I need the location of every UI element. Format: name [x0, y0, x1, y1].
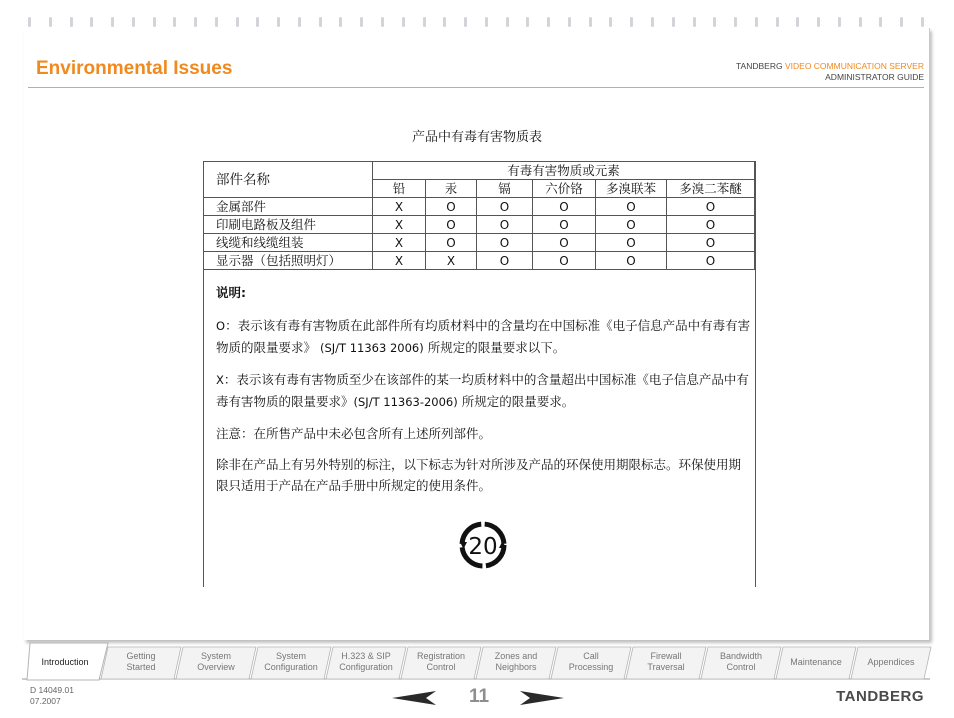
- page-number: 11: [468, 686, 490, 707]
- mark-cell: O: [426, 234, 477, 252]
- tab-label: Control: [426, 662, 456, 672]
- tab-label: Configuration: [339, 662, 393, 672]
- substance-header: 汞: [426, 180, 477, 198]
- part-name: 金属部件: [204, 198, 373, 216]
- tab-h323-sip-configuration[interactable]: [331, 643, 401, 681]
- mark-cell: O: [667, 216, 755, 234]
- tab-call-processing[interactable]: [556, 643, 626, 681]
- table-row: [204, 252, 755, 270]
- left-arrow-icon[interactable]: [392, 690, 436, 706]
- mark-cell: O: [426, 216, 477, 234]
- doc-date: 07.2007: [30, 696, 61, 706]
- table-row: [204, 234, 755, 252]
- tab-zones-and-neighbors[interactable]: [481, 643, 551, 681]
- tab-system-configuration[interactable]: [256, 643, 326, 681]
- note-x-text: ：表示该有毒有害物质至少在该部件的某一均质材料中的含量超出中国标准《电子信息产品中有毒有害物质的限量要求》: [216, 372, 749, 409]
- tab-label: H.323 & SIP: [341, 651, 391, 661]
- tab-introduction[interactable]: [32, 643, 98, 681]
- tab-label: Firewall: [650, 651, 682, 661]
- tab-maintenance[interactable]: [781, 643, 851, 681]
- mark-cell: O: [477, 252, 533, 270]
- document-number: [30, 685, 74, 707]
- hazardous-substances-table: [203, 161, 755, 270]
- substance-header: 多溴二苯醚: [667, 180, 755, 198]
- brand-product: VIDEO COMMUNICATION SERVER: [784, 61, 924, 71]
- mark-cell: O: [596, 234, 667, 252]
- mark-cell: O: [596, 252, 667, 270]
- table-row: [204, 216, 755, 234]
- tab-label: Control: [726, 662, 756, 672]
- o-mark: O: [216, 319, 226, 333]
- header-rule: [28, 87, 924, 88]
- right-arrow-icon[interactable]: [520, 690, 564, 706]
- tab-label: Started: [126, 662, 156, 672]
- tab-bandwidth-control[interactable]: [706, 643, 776, 681]
- mark-cell: O: [667, 234, 755, 252]
- mark-cell: O: [533, 234, 596, 252]
- note-o-text-end: 所规定的限量要求以下。: [427, 340, 566, 355]
- note-attention: 注意：在所售产品中未必包含所有上述所列部件。: [216, 426, 492, 441]
- tab-label: System: [200, 651, 231, 661]
- note-o-text: ：表示该有毒有害物质在此部件所有均质材料中的含量均在中国标准《电子信息产品中有毒有害物质的限量要求》: [216, 318, 751, 355]
- tab-label: Configuration: [264, 662, 318, 672]
- part-name: 印刷电路板及组件: [204, 216, 373, 234]
- page-title: Environmental Issues: [36, 58, 233, 79]
- document-title: 产品中有毒有害物质表: [411, 130, 542, 145]
- standard-ref: (SJ/T 11363 2006): [320, 341, 424, 355]
- tab-label: Zones and: [494, 651, 538, 661]
- substance-group-header: 有毒有害物质或元素: [373, 162, 755, 180]
- mark-cell: X: [373, 234, 426, 252]
- doc-number: D 14049.01: [30, 685, 74, 695]
- part-name: 显示器（包括照明灯）: [204, 252, 373, 270]
- standard-ref: (SJ/T 11363-2006): [353, 395, 458, 409]
- tab-label: System: [275, 651, 306, 661]
- tab-label: Call: [583, 651, 599, 661]
- mark-cell: O: [477, 198, 533, 216]
- tab-label: Neighbors: [495, 662, 537, 672]
- mark-cell: O: [533, 252, 596, 270]
- tab-label: Registration: [416, 651, 466, 661]
- tab-label: Introduction: [41, 656, 89, 667]
- tab-label: Appendices: [867, 656, 915, 667]
- mark-cell: X: [373, 198, 426, 216]
- tab-label: Traversal: [647, 662, 685, 672]
- notes-section: [216, 282, 752, 506]
- tab-label: Maintenance: [790, 656, 842, 667]
- substance-header: 镉: [477, 180, 533, 198]
- substance-header: 多溴联苯: [596, 180, 667, 198]
- note-o: [216, 315, 752, 359]
- x-mark: X: [216, 373, 224, 387]
- mark-cell: O: [596, 216, 667, 234]
- mark-cell: O: [426, 198, 477, 216]
- brand-name: TANDBERG: [736, 61, 783, 71]
- epup-years: 20: [468, 534, 498, 560]
- tab-label: Overview: [197, 662, 235, 672]
- chapter-tabs: [0, 639, 954, 683]
- guide-brand: [736, 61, 924, 83]
- mark-cell: X: [426, 252, 477, 270]
- part-name: 线缆和线缆组装: [204, 234, 373, 252]
- mark-cell: O: [533, 198, 596, 216]
- tandberg-logo: TANDBERG: [836, 688, 924, 705]
- tab-appendices[interactable]: [856, 643, 926, 681]
- part-name-header: 部件名称: [204, 162, 373, 198]
- note-x: [216, 369, 752, 413]
- tab-getting-started[interactable]: [106, 643, 176, 681]
- substance-header: 六价铬: [533, 180, 596, 198]
- mark-cell: O: [477, 234, 533, 252]
- notes-heading: 说明:: [216, 285, 246, 300]
- mark-cell: X: [373, 216, 426, 234]
- recycle-arrows-icon: [456, 518, 510, 572]
- mark-cell: O: [477, 216, 533, 234]
- table-header-row: [204, 162, 755, 180]
- mark-cell: O: [667, 198, 755, 216]
- mark-cell: X: [373, 252, 426, 270]
- mark-cell: O: [667, 252, 755, 270]
- tab-registration-control[interactable]: [406, 643, 476, 681]
- note-epup: 除非在产品上有另外特别的标注，以下标志为针对所涉及产品的环保使用期限标志。环保使用期限只适用于产品在产品手册中所规定的使用条件。: [216, 457, 742, 493]
- tab-firewall-traversal[interactable]: [631, 643, 701, 681]
- note-x-text-end: 所规定的限量要求。: [461, 394, 575, 409]
- tab-label: Bandwidth: [719, 651, 763, 661]
- guide-name: ADMINISTRATOR GUIDE: [825, 72, 924, 82]
- mark-cell: O: [533, 216, 596, 234]
- table-row: [204, 198, 755, 216]
- tab-label: Processing: [568, 662, 614, 672]
- substance-header: 铅: [373, 180, 426, 198]
- tab-label: Getting: [126, 651, 156, 661]
- mark-cell: O: [596, 198, 667, 216]
- tab-system-overview[interactable]: [181, 643, 251, 681]
